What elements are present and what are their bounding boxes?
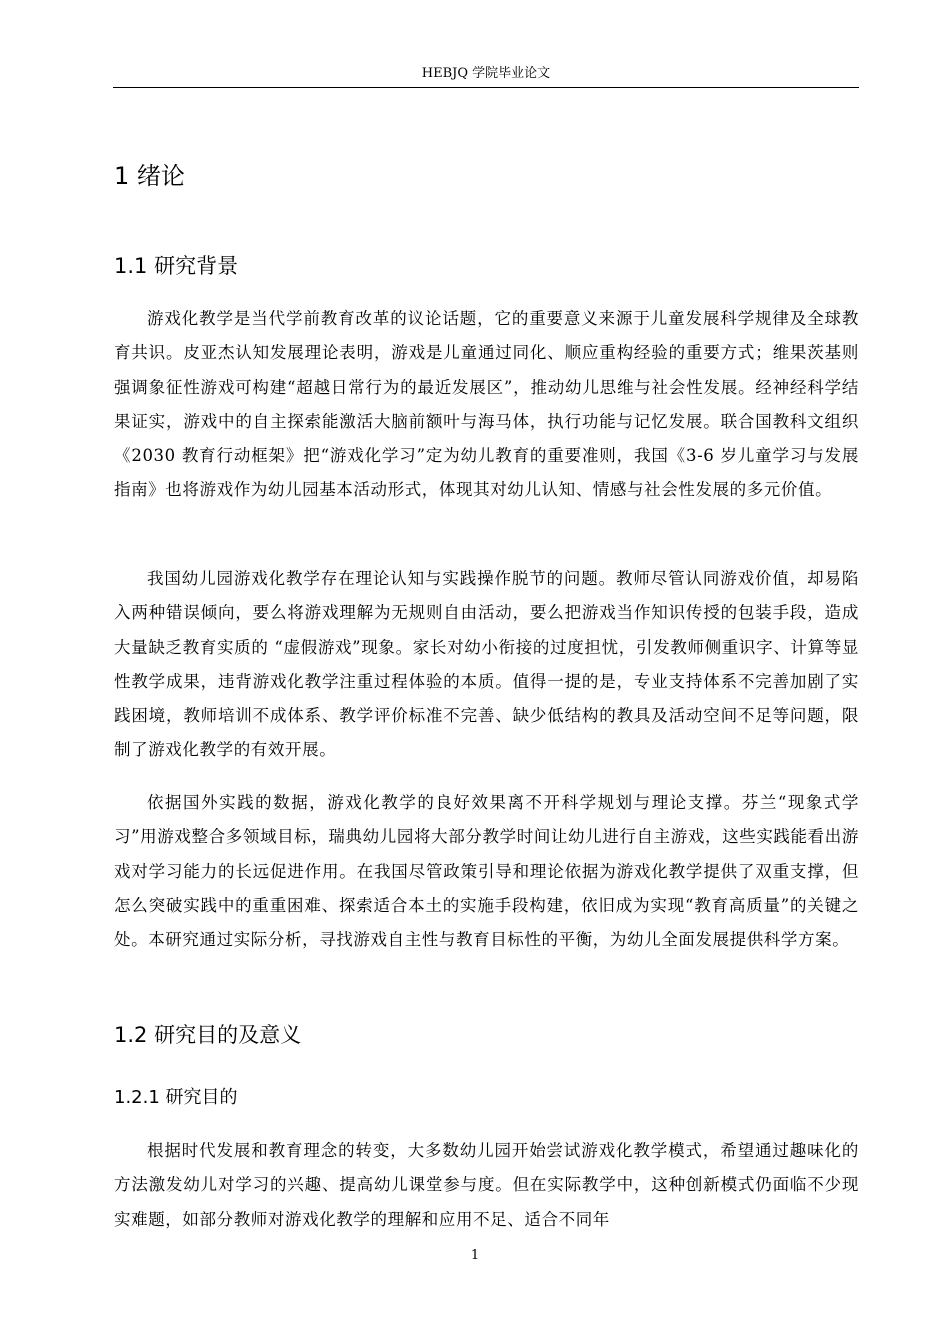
section-title-purpose-significance: 1.2 研究目的及意义: [114, 1023, 302, 1047]
paragraph-purpose-1: 根据时代发展和教育理念的转变，大多数幼儿园开始尝试游戏化教学模式，希望通过趣味化的方法激发幼儿对学习的兴趣、提高幼儿课堂参与度。但在实际教学中，这种创新模式仍面临不少现实难题，如部分教师对游戏化教学的理解和应用不足、适合不同年: [114, 1141, 859, 1229]
page-number: 1: [470, 1248, 480, 1263]
paragraph-background-3: 依据国外实践的数据，游戏化教学的良好效果离不开科学规划与理论支撑。芬兰“现象式学习”用游戏整合多领域目标，瑞典幼儿园将大部分教学时间让幼儿进行自主游戏，这些实践能看出游戏对学习能力的长远促进作用。在我国尽管政策引导和理论依据为游戏化教学提供了双重支撑，但怎么突破实践中的重重困难、探索适合本土的实施手段构建，依旧成为实现“教育高质量”的关键之处。本研究通过实际分析，寻找游戏自主性与教育目标性的平衡，为幼儿全面发展提供科学方案。: [114, 793, 859, 950]
page-header: HEBJQ 学院毕业论文: [113, 66, 859, 88]
subsection-title-purpose: 1.2.1 研究目的: [114, 1087, 238, 1108]
paragraph-background-1: 游戏化教学是当代学前教育改革的议论话题，它的重要意义来源于儿童发展科学规律及全球教育共识。皮亚杰认知发展理论表明，游戏是儿童通过同化、顺应重构经验的重要方式；维果茨基则强调象征性游戏可构建“超越日常行为的最近发展区”，推动幼儿思维与社会性发展。经神经科学结果证实，游戏中的自主探索能激活大脑前额叶与海马体，执行功能与记忆发展。联合国教科文组织《2030 教育行动框架》把“游戏化学习”定为幼儿教育的重要准则，我国《3-6 岁儿童学习与发展指南》也将游戏作为幼儿园基本活动形式，体现其对幼儿认知、情感与社会性发展的多元价值。: [114, 309, 859, 500]
section-title-background: 1.1 研究背景: [114, 254, 239, 278]
paragraph-background-2: 我国幼儿园游戏化教学存在理论认知与实践操作脱节的问题。教师尽管认同游戏价值，却易陷入两种错误倾向，要么将游戏理解为无规则自由活动，要么把游戏当作知识传授的包装手段，造成大量缺乏教育实质的 “虚假游戏”现象。家长对幼小衔接的过度担忧，引发教师侧重识字、计算等显性教学成果，违背游戏化教学注重过程体验的本质。值得一提的是，专业支持体系不完善加剧了实践困境，教师培训不成体系、教学评价标准不完善、缺少低结构的教具及活动空间不足等问题，限制了游戏化教学的有效开展。: [114, 569, 859, 760]
chapter-title: 1 绪论: [114, 162, 185, 190]
